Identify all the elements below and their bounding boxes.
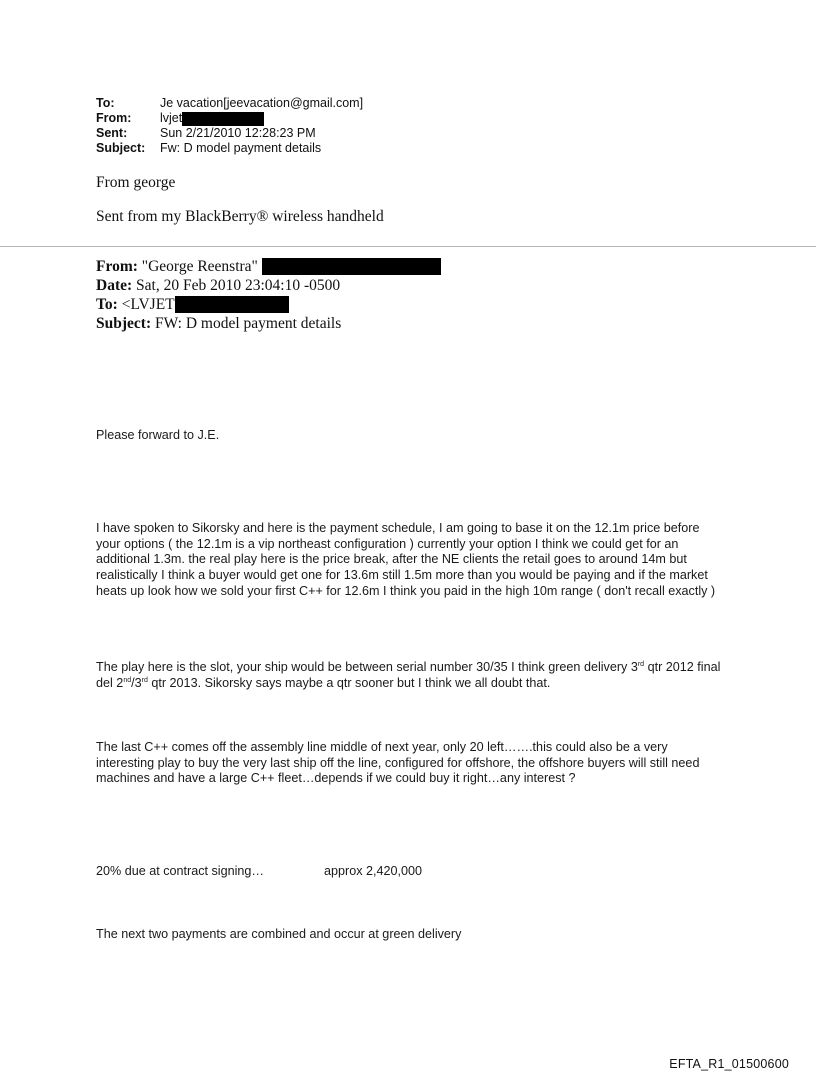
subject-label: Subject: [96,141,146,155]
forwarded-subject-value: FW: D model payment details [154,315,342,332]
paragraph-slot [96,660,726,691]
header-from-row [96,111,363,126]
header-sent-row [96,126,363,141]
redaction-bar [262,258,441,275]
forwarded-date-value: Sat, 20 Feb 2010 23:04:10 -0500 [136,277,341,294]
header-subject-row [96,141,363,156]
paragraph-payment-schedule: I have spoken to Sikorsky and here is the payment schedule, I am going to base it on the 12.1m price before your options ( the 12.1m is a vip northeast configuration ) currently your option I think we could get for an additional 1.3m. the real play here is the price break, after the NE clients the retail goes to around 14m but realistically I think a buyer would get one for 13.6m still 1.5m more than you would be paying and if the market heats up look how we sold your first C++ for 12.6m I think you paid in the high 10m range ( don't recall exactly ) [96,521,716,598]
email-header [96,96,363,156]
para2-sup-1: rd [637,661,645,668]
forwarded-date-label: Date: [96,277,133,294]
forwarded-from-label: From: [96,258,138,275]
to-value: Je vacation[jeevacation@gmail.com] [160,96,364,110]
payment-line [96,864,726,880]
to-label: To: [96,96,115,110]
document-id: EFTA_R1_01500600 [669,1057,789,1071]
payment-label: 20% due at contract signing… [96,864,265,878]
subject-value: Fw: D model payment details [160,141,322,155]
paragraph-last-cpp: The last C++ comes off the assembly line middle of next year, only 20 left…….this could also be a very interesting play to buy the very last ship off the line, configured for offshore, the offshore buyers will still need machines and have a large C++ fleet…depends if we could buy it right…any interest ? [96,740,700,786]
forwarded-from-value: "George Reenstra" [141,258,258,275]
forward-note: Please forward to J.E. [96,428,220,442]
sent-value: Sun 2/21/2010 12:28:23 PM [160,126,316,140]
para2-text-d: qtr 2013. Sikorsky says maybe a qtr sooner but I think we all doubt that. [147,675,551,690]
para2-sup-2: nd [123,676,132,684]
paragraph-next-payments: The next two payments are combined and occur at green delivery [96,927,462,941]
forwarded-to-value: <LVJET [121,296,175,313]
intro-sent-from-line: Sent from my BlackBerry® wireless handheld [96,208,384,225]
forwarded-to-label: To: [96,296,118,313]
from-value: lvjet [160,111,183,125]
para2-text-c: /3 [131,675,142,690]
para2-sup-3: rd [141,676,148,684]
from-label: From: [96,111,132,125]
para2-text-b: qtr 2012 final del 2 [96,660,721,690]
forwarded-subject-label: Subject: [96,315,152,332]
redaction-bar [182,112,264,126]
para2-text-a: The play here is the slot, your ship would be between serial number 30/35 I think green delivery 3 [96,660,638,674]
forwarded-subject-row [96,314,441,333]
divider [0,246,816,247]
payment-amount: approx 2,420,000 [324,864,423,878]
sent-label: Sent: [96,126,128,140]
forwarded-to-row [96,295,441,314]
header-to-row [96,96,363,111]
forwarded-header [96,257,441,333]
forwarded-date-row [96,276,441,295]
forwarded-from-row [96,257,441,276]
redaction-bar [175,296,289,313]
intro-from-line: From george [96,174,176,191]
